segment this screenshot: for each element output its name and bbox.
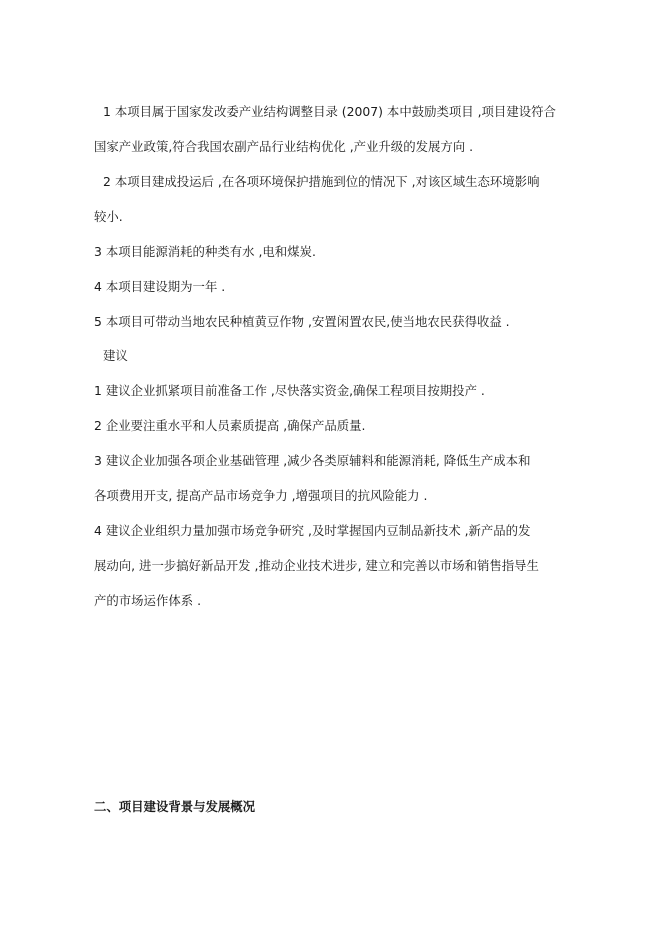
suggestion-3-line-1: 3 建议企业加强各项企业基础管理 ,减少各类原辅料和能源消耗, 降低生产成本和 bbox=[94, 453, 531, 468]
suggestion-2-line-1: 2 企业要注重水平和人员素质提高 ,确保产品质量. bbox=[94, 418, 366, 433]
suggestion-4-line-1: 4 建议企业组织力量加强市场竞争研究 ,及时掌握国内豆制品新技术 ,新产品的发 bbox=[94, 523, 531, 538]
conclusion-1-line-1: 1 本项目属于国家发改委产业结构调整目录 (2007) 本中鼓励类项目 ,项目建设符合 bbox=[103, 104, 556, 119]
conclusion-4-line-1: 4 本项目建设期为一年 . bbox=[94, 279, 226, 294]
conclusion-1-line-2: 国家产业政策,符合我国农副产品行业结构优化 ,产业升级的发展方向 . bbox=[94, 139, 474, 154]
section-heading: 二、项目建设背景与发展概况 bbox=[94, 799, 256, 814]
suggestion-4-line-3: 产的市场运作体系 . bbox=[94, 593, 202, 608]
suggestions-heading: 建议 bbox=[103, 348, 128, 363]
conclusion-2-line-2: 较小. bbox=[94, 209, 123, 224]
suggestion-1-line-1: 1 建议企业抓紧项目前准备工作 ,尽快落实资金,确保工程项目按期投产 . bbox=[94, 383, 485, 398]
conclusion-5-line-1: 5 本项目可带动当地农民种植黄豆作物 ,安置闲置农民,使当地农民获得收益 . bbox=[94, 314, 510, 329]
conclusion-2-line-1: 2 本项目建成投运后 ,在各项环境保护措施到位的情况下 ,对该区域生态环境影响 bbox=[103, 174, 540, 189]
suggestion-3-line-2: 各项费用开支, 提高产品市场竞争力 ,增强项目的抗风险能力 . bbox=[94, 488, 428, 503]
suggestion-4-line-2: 展动向, 进一步搞好新品开发 ,推动企业技术进步, 建立和完善以市场和销售指导生 bbox=[94, 558, 539, 573]
conclusion-3-line-1: 3 本项目能源消耗的种类有水 ,电和煤炭. bbox=[94, 244, 316, 259]
